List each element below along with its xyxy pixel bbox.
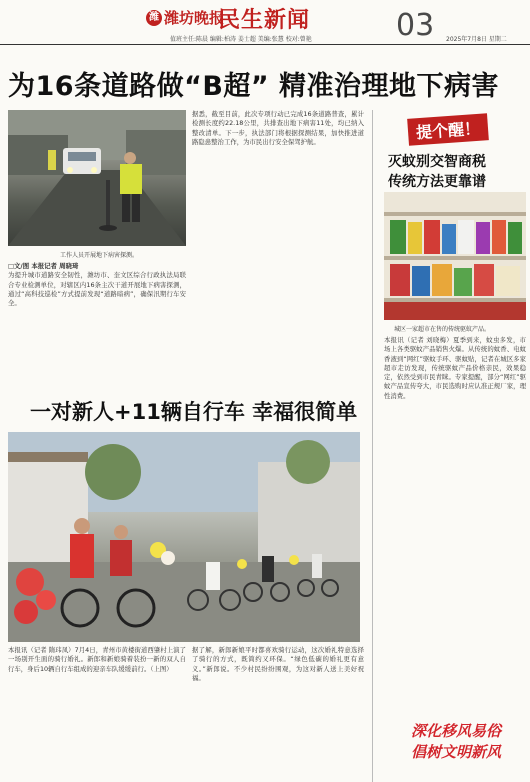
column-divider <box>372 110 373 782</box>
sidebar-headline-line1: 灭蚊别交智商税 <box>388 154 486 170</box>
paper-name: 潍坊晚报 <box>164 9 225 27</box>
issue-date: 2025年7月8日 星期二 <box>446 36 507 43</box>
header-divider <box>0 44 530 45</box>
story2-photo-caption: 本报讯（记者 隋玮凤）7月4日，青州市黄楼街道西肇村上演了一场别开生面的骑行婚礼。新郎和新娘骑着装扮一新的双人自行车，身后10辆自行车组成的迎亲车队缓缓前行。（上图） <box>8 646 186 673</box>
editors-line: 值班主任:陈晨 编辑:柏涛 姜士超 美编:张慧 校对:曾艳 <box>170 36 312 43</box>
mosquito-products-shelf-illustration <box>384 192 526 320</box>
story1-photo-caption: 工作人员开展地下病害探测。 <box>60 252 139 259</box>
story2-body-left <box>8 646 186 778</box>
story1-photo <box>8 110 186 246</box>
story2-body-right: 据了解，新郎新娘平时都喜欢骑行运动，这次婚礼特意选择了骑行的方式，既简约又环保。“绿色低碳的婚礼更有意义。”新郎说。不少村民纷纷围观，为这对新人送上美好祝福。 <box>192 646 364 682</box>
page-number: 03 <box>396 8 435 43</box>
story2-photo <box>8 432 360 642</box>
story1-byline: □文/图 本报记者 周晓琦 <box>8 262 79 270</box>
page-header <box>0 0 530 46</box>
sidebar-body: 本报讯（记者 刘晓梅）夏季到来，蚊虫多发，市场上各类驱蚊产品销售火爆。从传统的蚊香、电蚊香液到“网红”驱蚊手环、驱蚊贴，记者在城区多家超市走访发现，传统驱蚊产品价格亲民，效果稳定，依然受到市民青睐。专家提醒，部分“网红”驱蚊产品宣传夸大，市民选购时应认准正规厂家，理性消费。 <box>384 336 526 400</box>
story1-body-right: 据悉，截至目前，此次专项行动已完成16条道路普查，累计检测长度约22.18公里，共排查出地下病害11处，均已纳入整改清单。下一步，执法部门将根据探测结果，加快推进道路隐患整治工作，为市民出行安全保驾护航。 <box>192 110 364 146</box>
sidebar-headline-line2: 传统方法更靠谱 <box>388 174 486 190</box>
sidebar-photo <box>384 192 526 320</box>
paper-logo-icon: 潍 <box>146 10 162 26</box>
reminder-label <box>408 116 488 143</box>
slogan-line2: 倡树文明新风 <box>410 743 501 761</box>
section-name: 民生新闻 <box>218 7 311 33</box>
bicycle-wedding-illustration <box>8 432 360 642</box>
story2-headline: 一对新人+11辆自行车 幸福很简单 <box>30 400 358 424</box>
story1-body-left-text: 为提升城市道路安全韧性，潍坊市、奎文区综合行政执法局联合专业检测单位，对辖区内16条主次干道开展地下病害探测，通过“高科技巡检”方式提前发现“道路暗病”，确保汛期行车安全。 <box>8 271 186 308</box>
story1-headline: 为16条道路做“B超” 精准治理地下病害 <box>8 71 500 102</box>
reminder-label-text: 提个醒！ <box>407 113 489 146</box>
story1-body-left <box>8 262 186 388</box>
sidebar-headline <box>388 152 486 192</box>
sidebar-photo-caption: 城区一家超市在售的传统驱蚊产品。 <box>394 326 491 333</box>
slogan-line1: 深化移风易俗 <box>410 722 501 740</box>
road-inspection-illustration <box>8 110 186 246</box>
civilization-slogan <box>386 720 526 770</box>
